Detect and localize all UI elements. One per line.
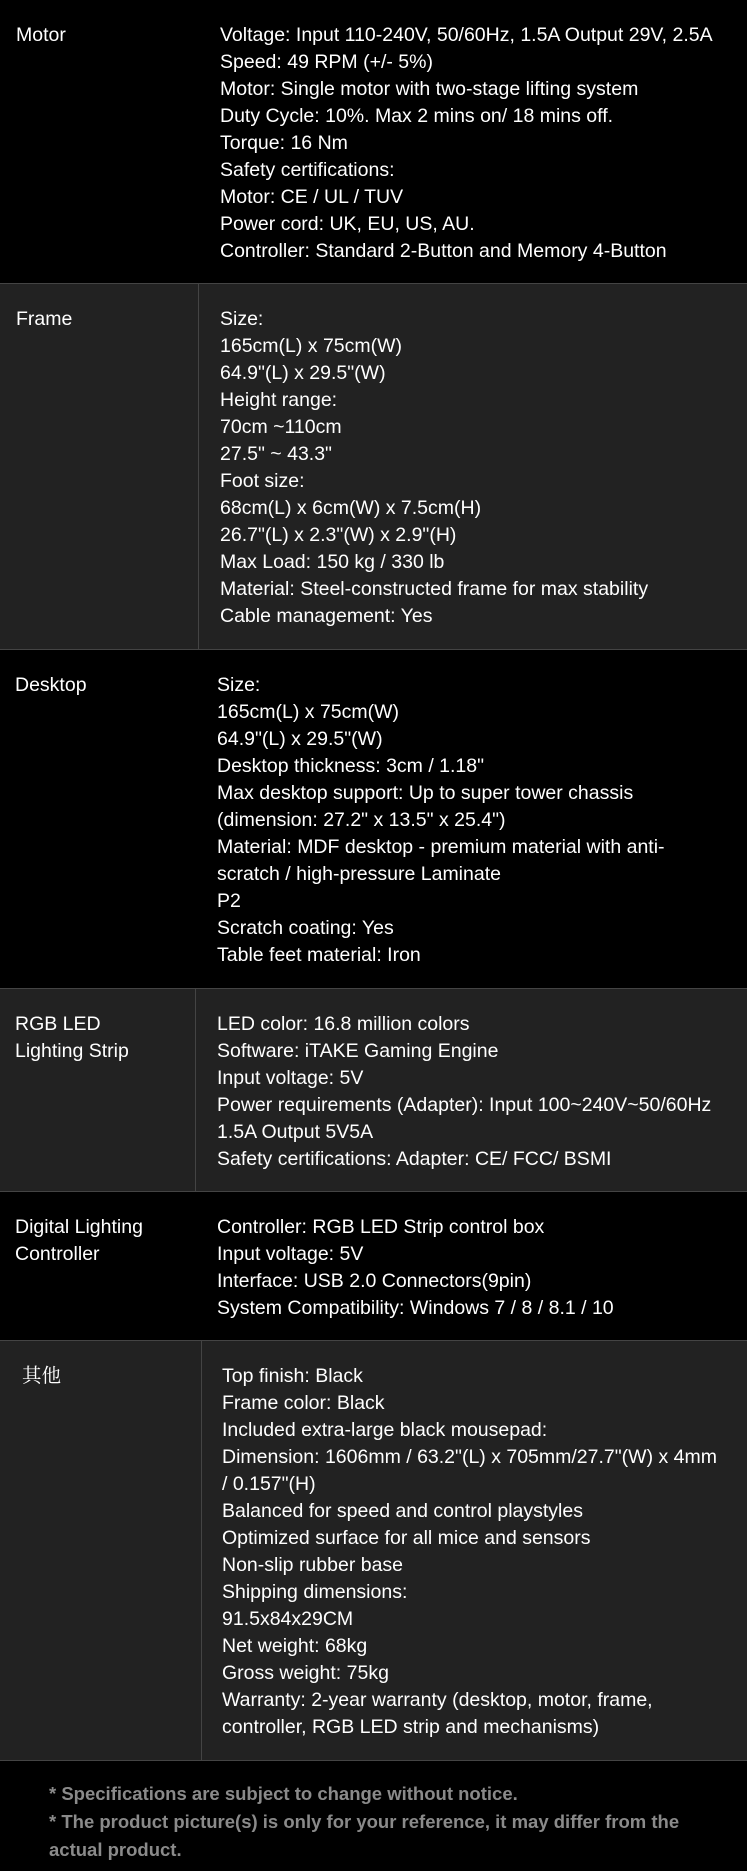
spec-value: LED color: 16.8 million colors Software: iTAKE Gaming Engine Input voltage: 5V Power requirements (Adapter): Input 100~240V~50/60Hz 1.5A Output 5V5A Safety certifications: Adapter: CE/ FCC/ BSMI [217,1013,712,1170]
spec-value: Size: 165cm(L) x 75cm(W) 64.9"(L) x 29.5"(W) Desktop thickness: 3cm / 1.18" Max desktop support: Up to super tower chassis (dimension: 27.2" x 13.5" x 25.4") Material: MDF desktop - premium material with anti- scratch / high-pressure Laminate P2 Scratch coating: Yes Table feet material: Iron [217,674,665,966]
spec-row-rgb-led [0,989,747,1192]
spec-row-frame [0,284,747,650]
column-divider [201,1341,202,1760]
spec-value: Size: 165cm(L) x 75cm(W) 64.9"(L) x 29.5"(W) Height range: 70cm ~110cm 27.5" ~ 43.3" Foot size: 68cm(L) x 6cm(W) x 7.5cm(H) 26.7"(L) x 2.3"(W) x 2.9"(H) Max Load: 150 kg / 330 lb Material: Steel-constructed frame for max stability Cable management: Yes [220,308,649,627]
spec-label: Motor [16,24,66,46]
spec-label: Frame [16,308,73,330]
spec-row-other [0,1341,747,1761]
disclaimer-footer [49,1780,729,1864]
spec-label: Desktop [15,674,87,696]
spec-value: Voltage: Input 110-240V, 50/60Hz, 1.5A Output 29V, 2.5A Speed: 49 RPM (+/- 5%) Motor: Single motor with two-stage lifting system Duty Cycle: 10%. Max 2 mins on/ 18 mins off. Torque: 16 Nm Safety certifications: Motor: CE / UL / TUV Power cord: UK, EU, US, AU. Controller: Standard 2-Button and Memory 4-Button [220,24,713,262]
spec-label: RGB LED Lighting Strip [15,1013,129,1062]
spec-row-desktop [0,650,747,989]
spec-row-motor [0,0,747,284]
spec-value: Controller: RGB LED Strip control box Input voltage: 5V Interface: USB 2.0 Connectors(9pin) System Compatibility: Windows 7 / 8 / 8.1 / 10 [217,1216,614,1319]
column-divider [195,989,196,1191]
disclaimer-note: * Specifications are subject to change without notice. [49,1783,518,1804]
spec-label: 其他 [22,1365,62,1387]
disclaimer-note: * The product picture(s) is only for your reference, it may differ from the actual product. [49,1811,680,1860]
column-divider [198,284,199,649]
spec-value: Top finish: Black Frame color: Black Included extra-large black mousepad: Dimension: 1606mm / 63.2"(L) x 705mm/27.7"(W) x 4mm / 0.157"(H) Balanced for speed and control playstyles Optimized surface for all mice and sensors Non-slip rubber base Shipping dimensions: 91.5x84x29CM Net weight: 68kg Gross weight: 75kg Warranty: 2-year warranty (desktop, motor, frame, controller, RGB LED strip and mechanisms) [222,1365,717,1738]
spec-row-lighting-controller [0,1192,747,1341]
spec-label: Digital Lighting Controller [15,1216,143,1265]
